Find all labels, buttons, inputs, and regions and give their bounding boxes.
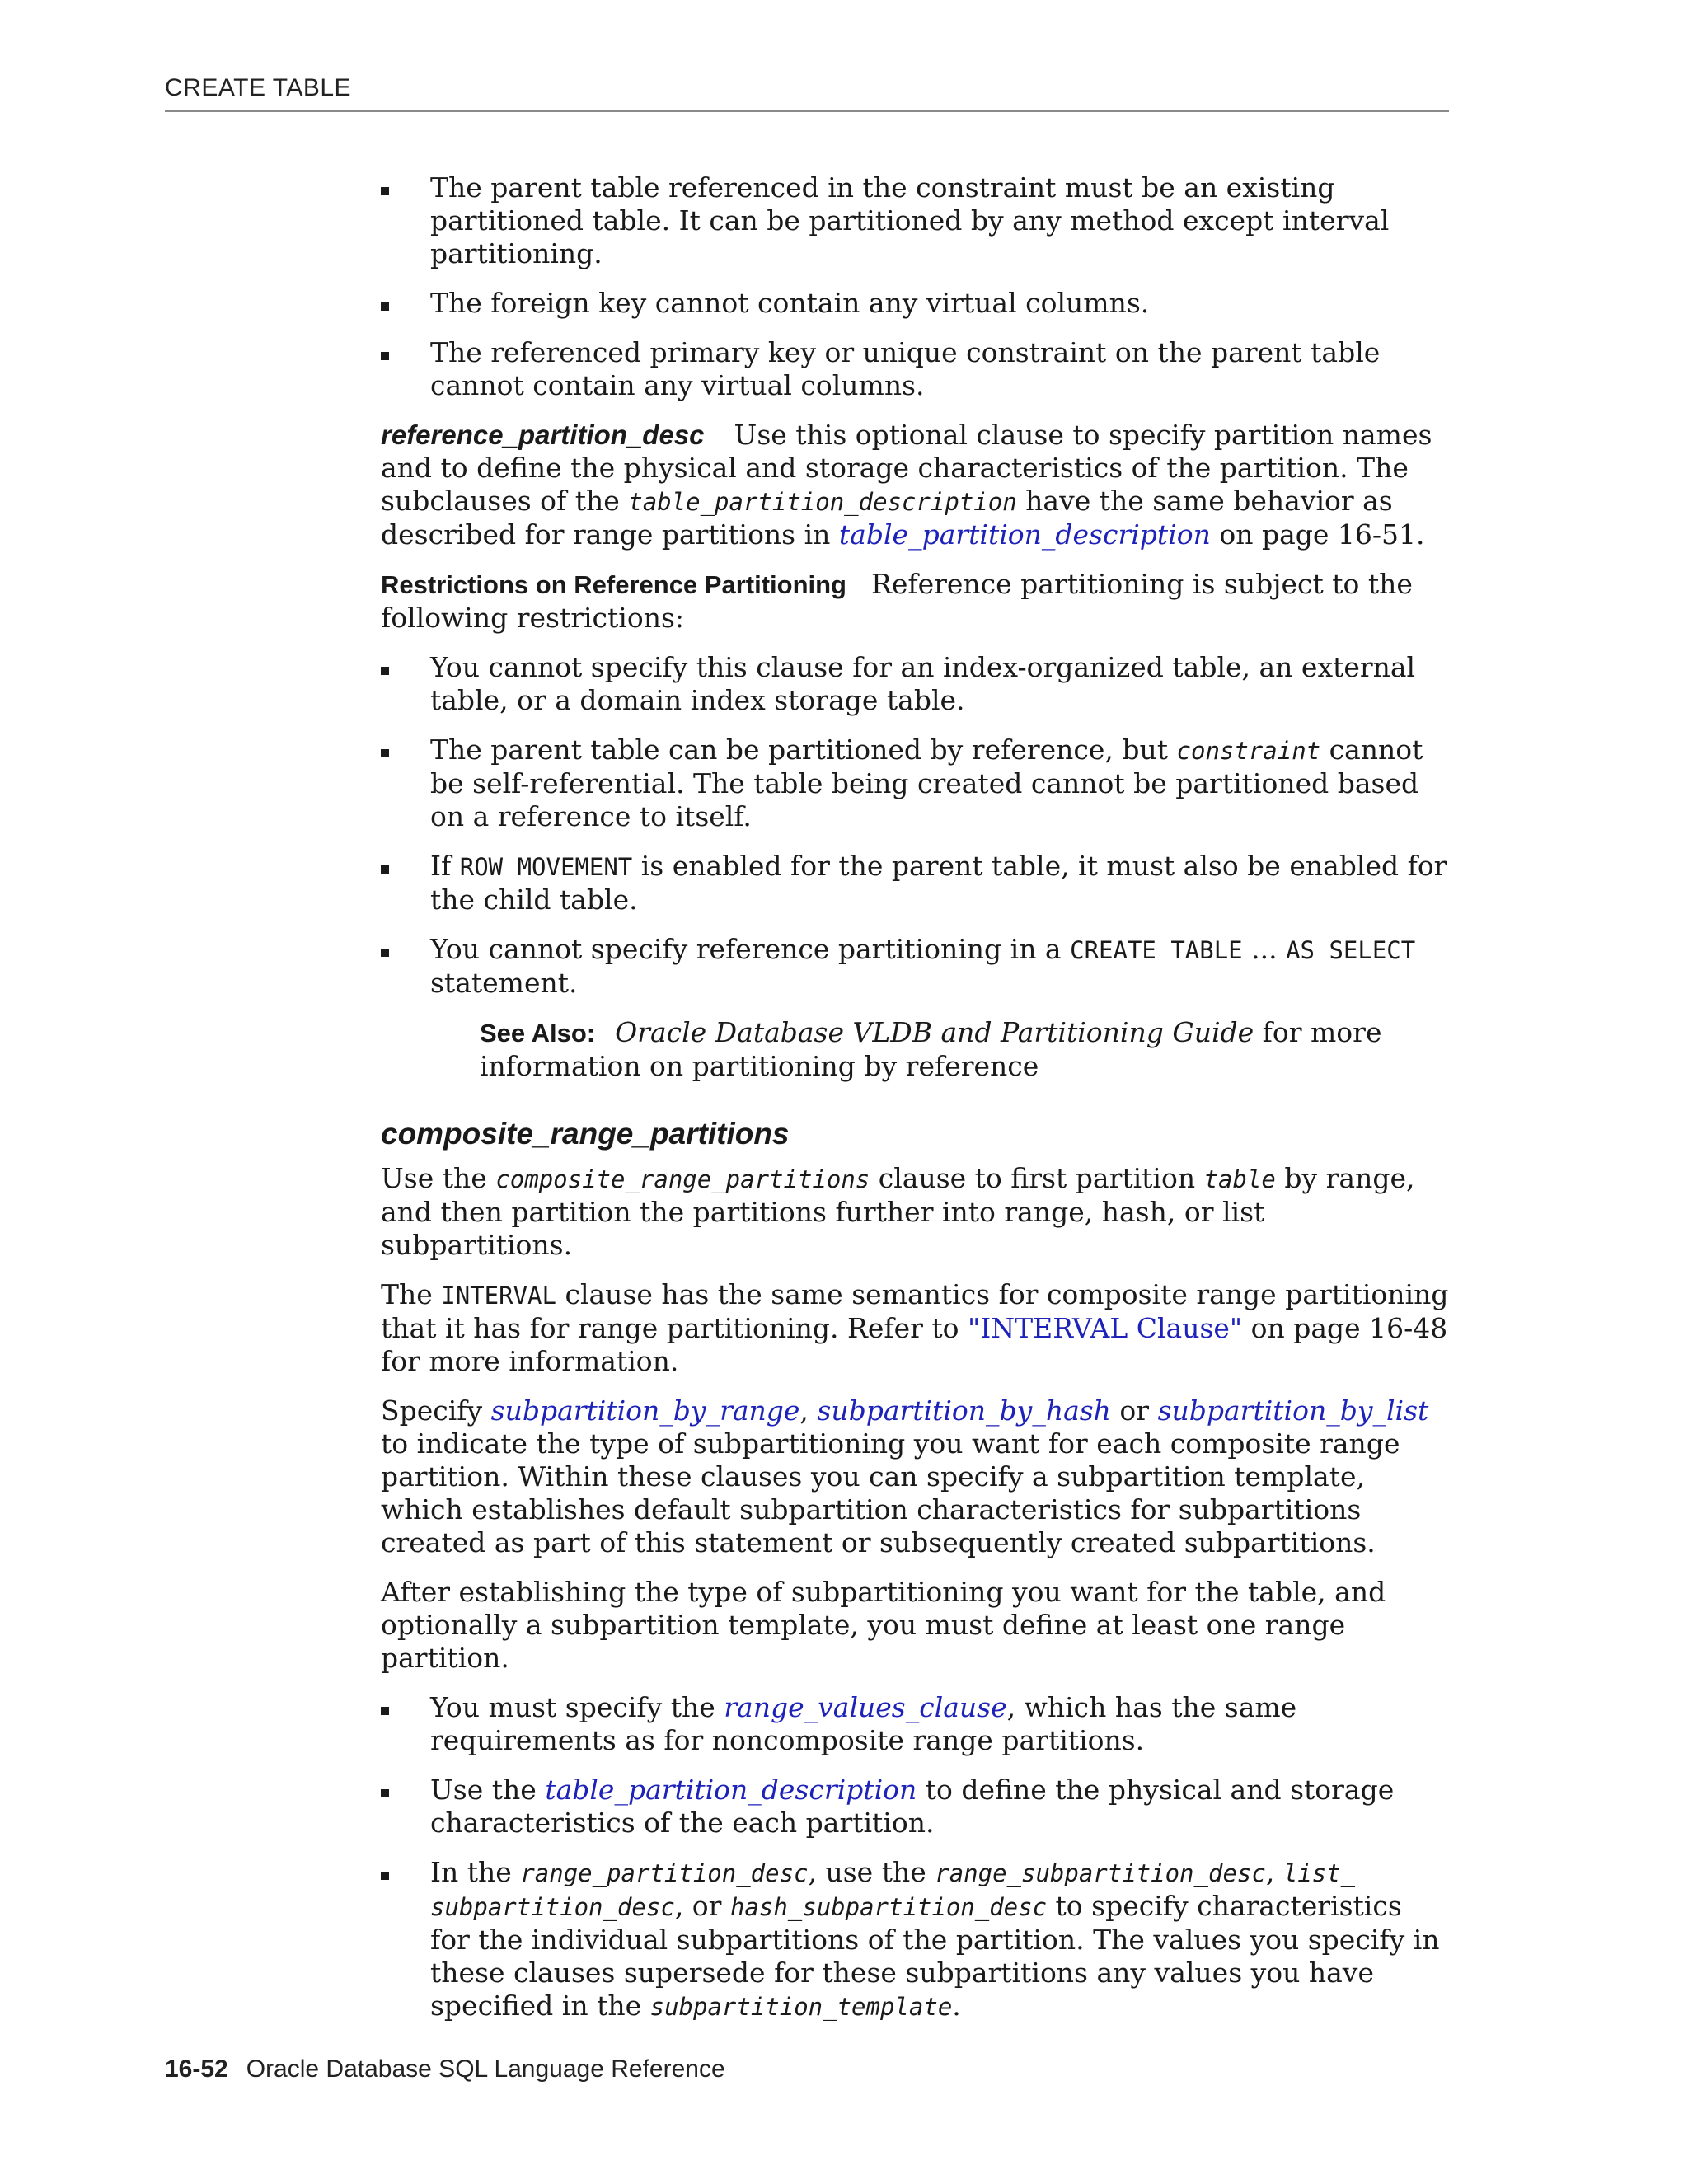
book-title-footer: Oracle Database SQL Language Reference — [246, 2055, 725, 2083]
list-item — [381, 1774, 1449, 1840]
header-title: CREATE TABLE — [165, 74, 352, 101]
text: cannot be self-referential. The table being created cannot be partitioned based on a reference to itself. — [430, 733, 1423, 832]
code-term: ROW MOVEMENT — [459, 853, 633, 881]
paragraph — [381, 1278, 1449, 1378]
page-number: 16-52 — [165, 2055, 228, 2083]
link-subpartition-by-range[interactable]: subpartition_by_range — [490, 1394, 800, 1427]
text: to indicate the type of subpartitioning you want for each composite range partition. Within these clauses you can specify a subpartition template, which establishes default subpartition characteristics for subpartitions created as part of this statement or subsequently created subpartitions. — [381, 1427, 1400, 1558]
code-term: table — [1203, 1165, 1276, 1193]
restriction-bullets — [381, 651, 1449, 1000]
see-also-note — [480, 1016, 1449, 1083]
text: for more information on partitioning by reference — [480, 1016, 1382, 1082]
paragraph: After establishing the type of subpartitioning you want for the table, and optionally a subpartition template, you must define at least one range partition. — [381, 1576, 1386, 1674]
text: on page 16-51. — [1210, 518, 1425, 551]
code-term: range_subpartition_desc — [935, 1859, 1266, 1887]
text: Use the — [381, 1162, 496, 1194]
paragraph-lead-term: reference_partition_desc — [381, 419, 705, 450]
list-item: The referenced primary key or unique constraint on the parent table cannot contain any virtual columns. — [381, 336, 1449, 402]
text: Use this optional clause to specify partition names and to define the physical and storage characteristics of the partition. The subclauses of the — [381, 419, 1432, 517]
paragraph — [381, 1162, 1449, 1262]
text: You cannot specify this clause for an index-organized table, an external table, or a domain index storage table. — [430, 651, 1416, 716]
text: have the same behavior as described for range partitions in — [381, 485, 1393, 551]
book-title: Oracle Database VLDB and Partitioning Guide — [615, 1016, 1254, 1048]
text: , or — [674, 1890, 730, 1922]
paragraph — [381, 1394, 1449, 1559]
section-heading: composite_range_partitions — [381, 1117, 790, 1151]
reference-partition-desc-paragraph — [381, 419, 1449, 551]
link-range-values-clause[interactable]: range_values_clause — [724, 1691, 1007, 1723]
link-interval-clause[interactable]: "INTERVAL Clause" — [968, 1312, 1243, 1344]
text: Use the — [430, 1774, 546, 1806]
code-term: hash_subpartition_desc — [729, 1893, 1048, 1921]
text: , use the — [808, 1856, 935, 1888]
link-subpartition-by-list[interactable]: subpartition_by_list — [1157, 1394, 1429, 1427]
page-body — [381, 171, 1449, 2040]
text: Reference partitioning is subject to the following restrictions: — [381, 568, 1413, 634]
text: is enabled for the parent table, it must also be enabled for the child table. — [430, 850, 1447, 916]
list-item — [381, 1856, 1449, 2023]
code-term: list_ subpartition_desc — [430, 1859, 1356, 1921]
paragraph-lead-term: Restrictions on Reference Partitioning — [381, 570, 846, 599]
list-item: The foreign key cannot contain any virtual columns. — [381, 287, 1449, 320]
text: , which has the same requirements as for noncomposite range partitions. — [430, 1691, 1297, 1756]
text: . — [952, 1990, 961, 2022]
text: If — [430, 850, 460, 882]
text: You must specify the — [430, 1691, 724, 1723]
list-item — [381, 651, 1449, 717]
text: The — [381, 1278, 442, 1310]
text: or — [1110, 1394, 1158, 1427]
text: Specify — [381, 1394, 491, 1427]
page-footer — [165, 2055, 725, 2083]
code-term: subpartition_template — [649, 1993, 953, 2021]
code-term: INTERVAL — [441, 1282, 556, 1310]
text: , — [1265, 1856, 1283, 1888]
text: by range, and then partition the partitions further into range, hash, or list subpartitions. — [381, 1162, 1415, 1261]
code-term: CREATE TABLE — [1070, 936, 1243, 964]
link-table-partition-description[interactable]: table_partition_description — [545, 1774, 917, 1806]
text: ... — [1242, 933, 1287, 965]
text: The parent table can be partitioned by reference, but — [430, 733, 1177, 766]
constraint-bullets — [381, 171, 1449, 402]
text: statement. — [430, 967, 578, 999]
text: on page 16-48 for more information. — [381, 1312, 1448, 1377]
text: In the — [430, 1856, 521, 1888]
text: clause has the same semantics for composite range partitioning that it has for range partitioning. Refer to — [381, 1278, 1449, 1344]
text: to define the physical and storage characteristics of the each partition. — [430, 1774, 1395, 1839]
text: to specify characteristics for the individual subpartitions of the partition. The values you specify in these clauses supersede for these subpartitions any values you have specified in the — [430, 1890, 1440, 2022]
text: , — [799, 1394, 818, 1427]
code-term: AS SELECT — [1286, 936, 1416, 964]
composite-bullets — [381, 1691, 1449, 2023]
link-table-partition-description[interactable]: table_partition_description — [838, 518, 1211, 551]
code-term: constraint — [1176, 737, 1321, 765]
link-subpartition-by-hash[interactable]: subpartition_by_hash — [817, 1394, 1111, 1427]
restrictions-paragraph — [381, 568, 1449, 635]
code-term: table_partition_description — [628, 488, 1017, 516]
list-item — [381, 933, 1449, 1000]
code-term: range_partition_desc — [520, 1859, 809, 1887]
list-item — [381, 1691, 1449, 1757]
list-item — [381, 850, 1449, 916]
text: clause to first partition — [870, 1162, 1204, 1194]
running-header — [165, 74, 1449, 112]
see-also-label: See Also: — [480, 1019, 596, 1047]
list-item: The parent table referenced in the constraint must be an existing partitioned table. It can be partitioned by any method except interval partitioning. — [381, 171, 1449, 270]
code-term: composite_range_partitions — [495, 1165, 870, 1193]
list-item — [381, 733, 1449, 833]
text: You cannot specify reference partitioning in a — [430, 933, 1071, 965]
